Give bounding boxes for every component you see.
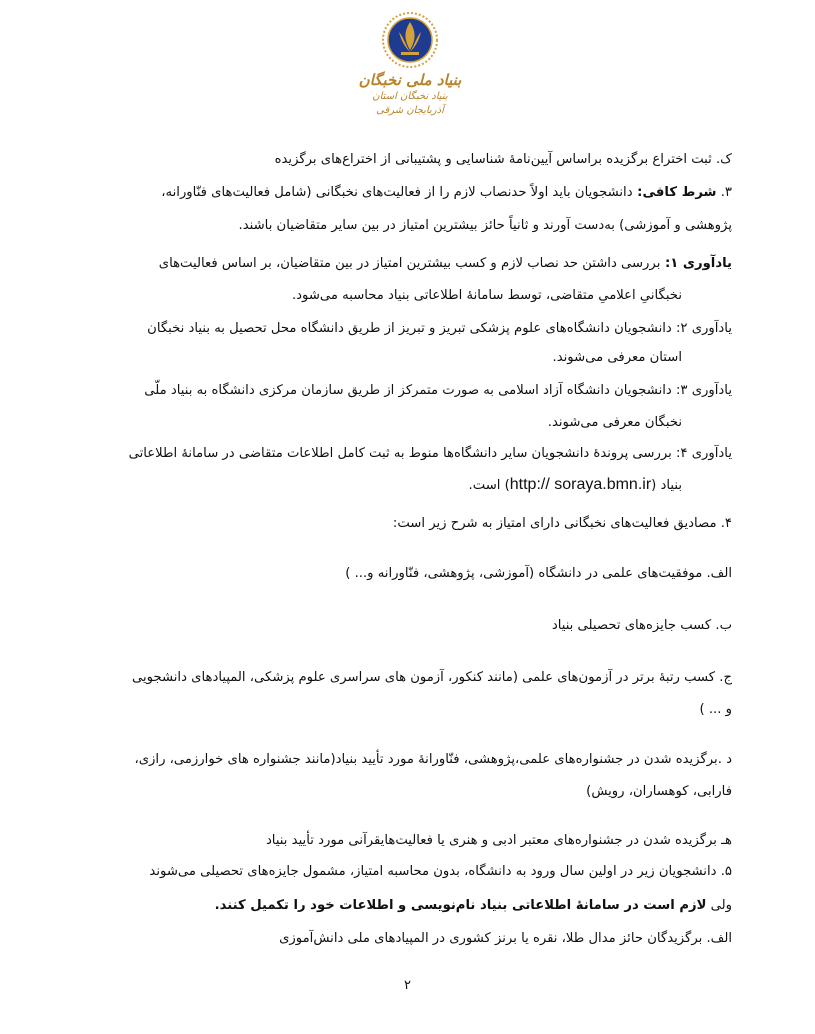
line-reminder-2: یادآوری ۲: دانشجویان دانشگاه‌های علوم پزشکی تبریز و تبریز از طریق دانشگاه محل تحصیل به بنیاد نخبگان bbox=[147, 321, 732, 336]
line-sufficient-condition-cont: پژوهشی و آموزشی) به‌دست آورند و ثانیاً حائز بیشترین امتیاز در بین سایر متقاضیان باشند. bbox=[238, 218, 732, 233]
page-number: ۲ bbox=[404, 978, 411, 993]
line-text: بررسی داشتن حد نصاب لازم و کسب بیشترین امتیاز در بین متقاضیان، بر اساس فعالیت‌های bbox=[158, 256, 661, 271]
item-number: ۳. bbox=[716, 185, 732, 200]
logo-title: بنیاد ملی نخبگان bbox=[358, 71, 462, 89]
line-reminder-4-cont bbox=[469, 476, 682, 494]
line-reminder-2-cont: استان معرفی می‌شوند. bbox=[552, 350, 682, 365]
line-item-alef: الف. موفقیت‌های علمی در دانشگاه (آموزشی، پژوهشی، فنّاورانه و... ) bbox=[345, 566, 732, 581]
line-text: ولی bbox=[706, 898, 732, 913]
line-item-5: ۵. دانشجویان زیر در اولین سال ورود به دانشگاه، بدون محاسبه امتیاز، مشمول جایزه‌های تحصیلی می‌شوند bbox=[149, 864, 732, 879]
logo-subtitle: بنیاد نخبگان استان آذربایجان شرقی bbox=[372, 91, 448, 116]
line-reminder-1 bbox=[159, 256, 732, 271]
line-text: بنیاد ( bbox=[651, 478, 682, 493]
line-item-jim: ج. کسب رتبهٔ برتر در آزمون‌های علمی (مانند کنکور، آزمون های سراسری علوم پزشکی، المپیادهای دانشجویی bbox=[132, 670, 732, 685]
soraya-link[interactable]: http:// soraya.bmn.ir bbox=[509, 476, 652, 493]
line-reminder-3: یادآوری ۳: دانشجویان دانشگاه آزاد اسلامی به صورت متمرکز از طریق سازمان مرکزی دانشگاه به بنیاد ملّی bbox=[144, 383, 732, 398]
bold-term: یادآوری ۱: bbox=[660, 256, 732, 271]
bold-term: شرط کافی: bbox=[632, 185, 717, 200]
foundation-logo bbox=[355, 8, 465, 128]
line-reminder-4: یادآوری ۴: بررسی پروندهٔ دانشجویان سایر دانشگاه‌ها منوط به ثبت کامل اطلاعات متقاضی در سامانهٔ اطلاعاتی bbox=[128, 446, 732, 461]
line-text: دانشجویان باید اولاً حدنصاب لازم را از فعالیت‌های نخبگانی (شامل فعالیت‌های فنّاورانه، bbox=[161, 185, 633, 200]
line-item-jim-cont: و ... ) bbox=[699, 702, 732, 717]
foundation-emblem-icon bbox=[355, 8, 465, 72]
line-item-4: ۴. مصادیق فعالیت‌های نخبگانی دارای امتیاز به شرح زیر است: bbox=[392, 516, 732, 531]
line-item-dal: د .برگزیده شدن در جشنواره‌های علمی،پژوهشی، فنّاورانهٔ مورد تأیید بنیاد(مانند جشنواره های خوارزمی، رازی، bbox=[134, 752, 732, 767]
line-item-5-alef: الف. برگزیدگان حائز مدال طلا، نقره یا برنز کشوری در المپیادهای ملی دانش‌آموزی bbox=[279, 931, 732, 946]
line-item-dal-cont: فارابی، کوهساران، رویش) bbox=[586, 784, 732, 799]
line-item-5-cont bbox=[215, 898, 732, 913]
line-item-be: ب. کسب جایزه‌های تحصیلی بنیاد bbox=[551, 618, 732, 633]
bold-statement: لازم است در سامانهٔ اطلاعاتی بنیاد نام‌نویسی و اطلاعات خود را تکمیل کنند. bbox=[214, 898, 707, 913]
line-sufficient-condition bbox=[161, 185, 732, 200]
line-reminder-3-cont: نخبگان معرفی می‌شوند. bbox=[547, 415, 682, 430]
line-text: ) است. bbox=[468, 478, 510, 493]
line-patent: ک. ثبت اختراع برگزیده براساس آیین‌نامهٔ شناسایی و پشتیبانی از اختراع‌های برگزیده bbox=[274, 152, 732, 167]
line-item-he: هـ برگزیده شدن در جشنواره‌های معتبر ادبی و هنری یا فعالیت‌هایقرآنی مورد تأیید بنیاد bbox=[265, 833, 732, 848]
line-reminder-1-cont: نخبگانیِ اعلامیِ متقاضی، توسط سامانهٔ اطلاعاتی بنیاد محاسبه می‌شود. bbox=[291, 288, 682, 303]
